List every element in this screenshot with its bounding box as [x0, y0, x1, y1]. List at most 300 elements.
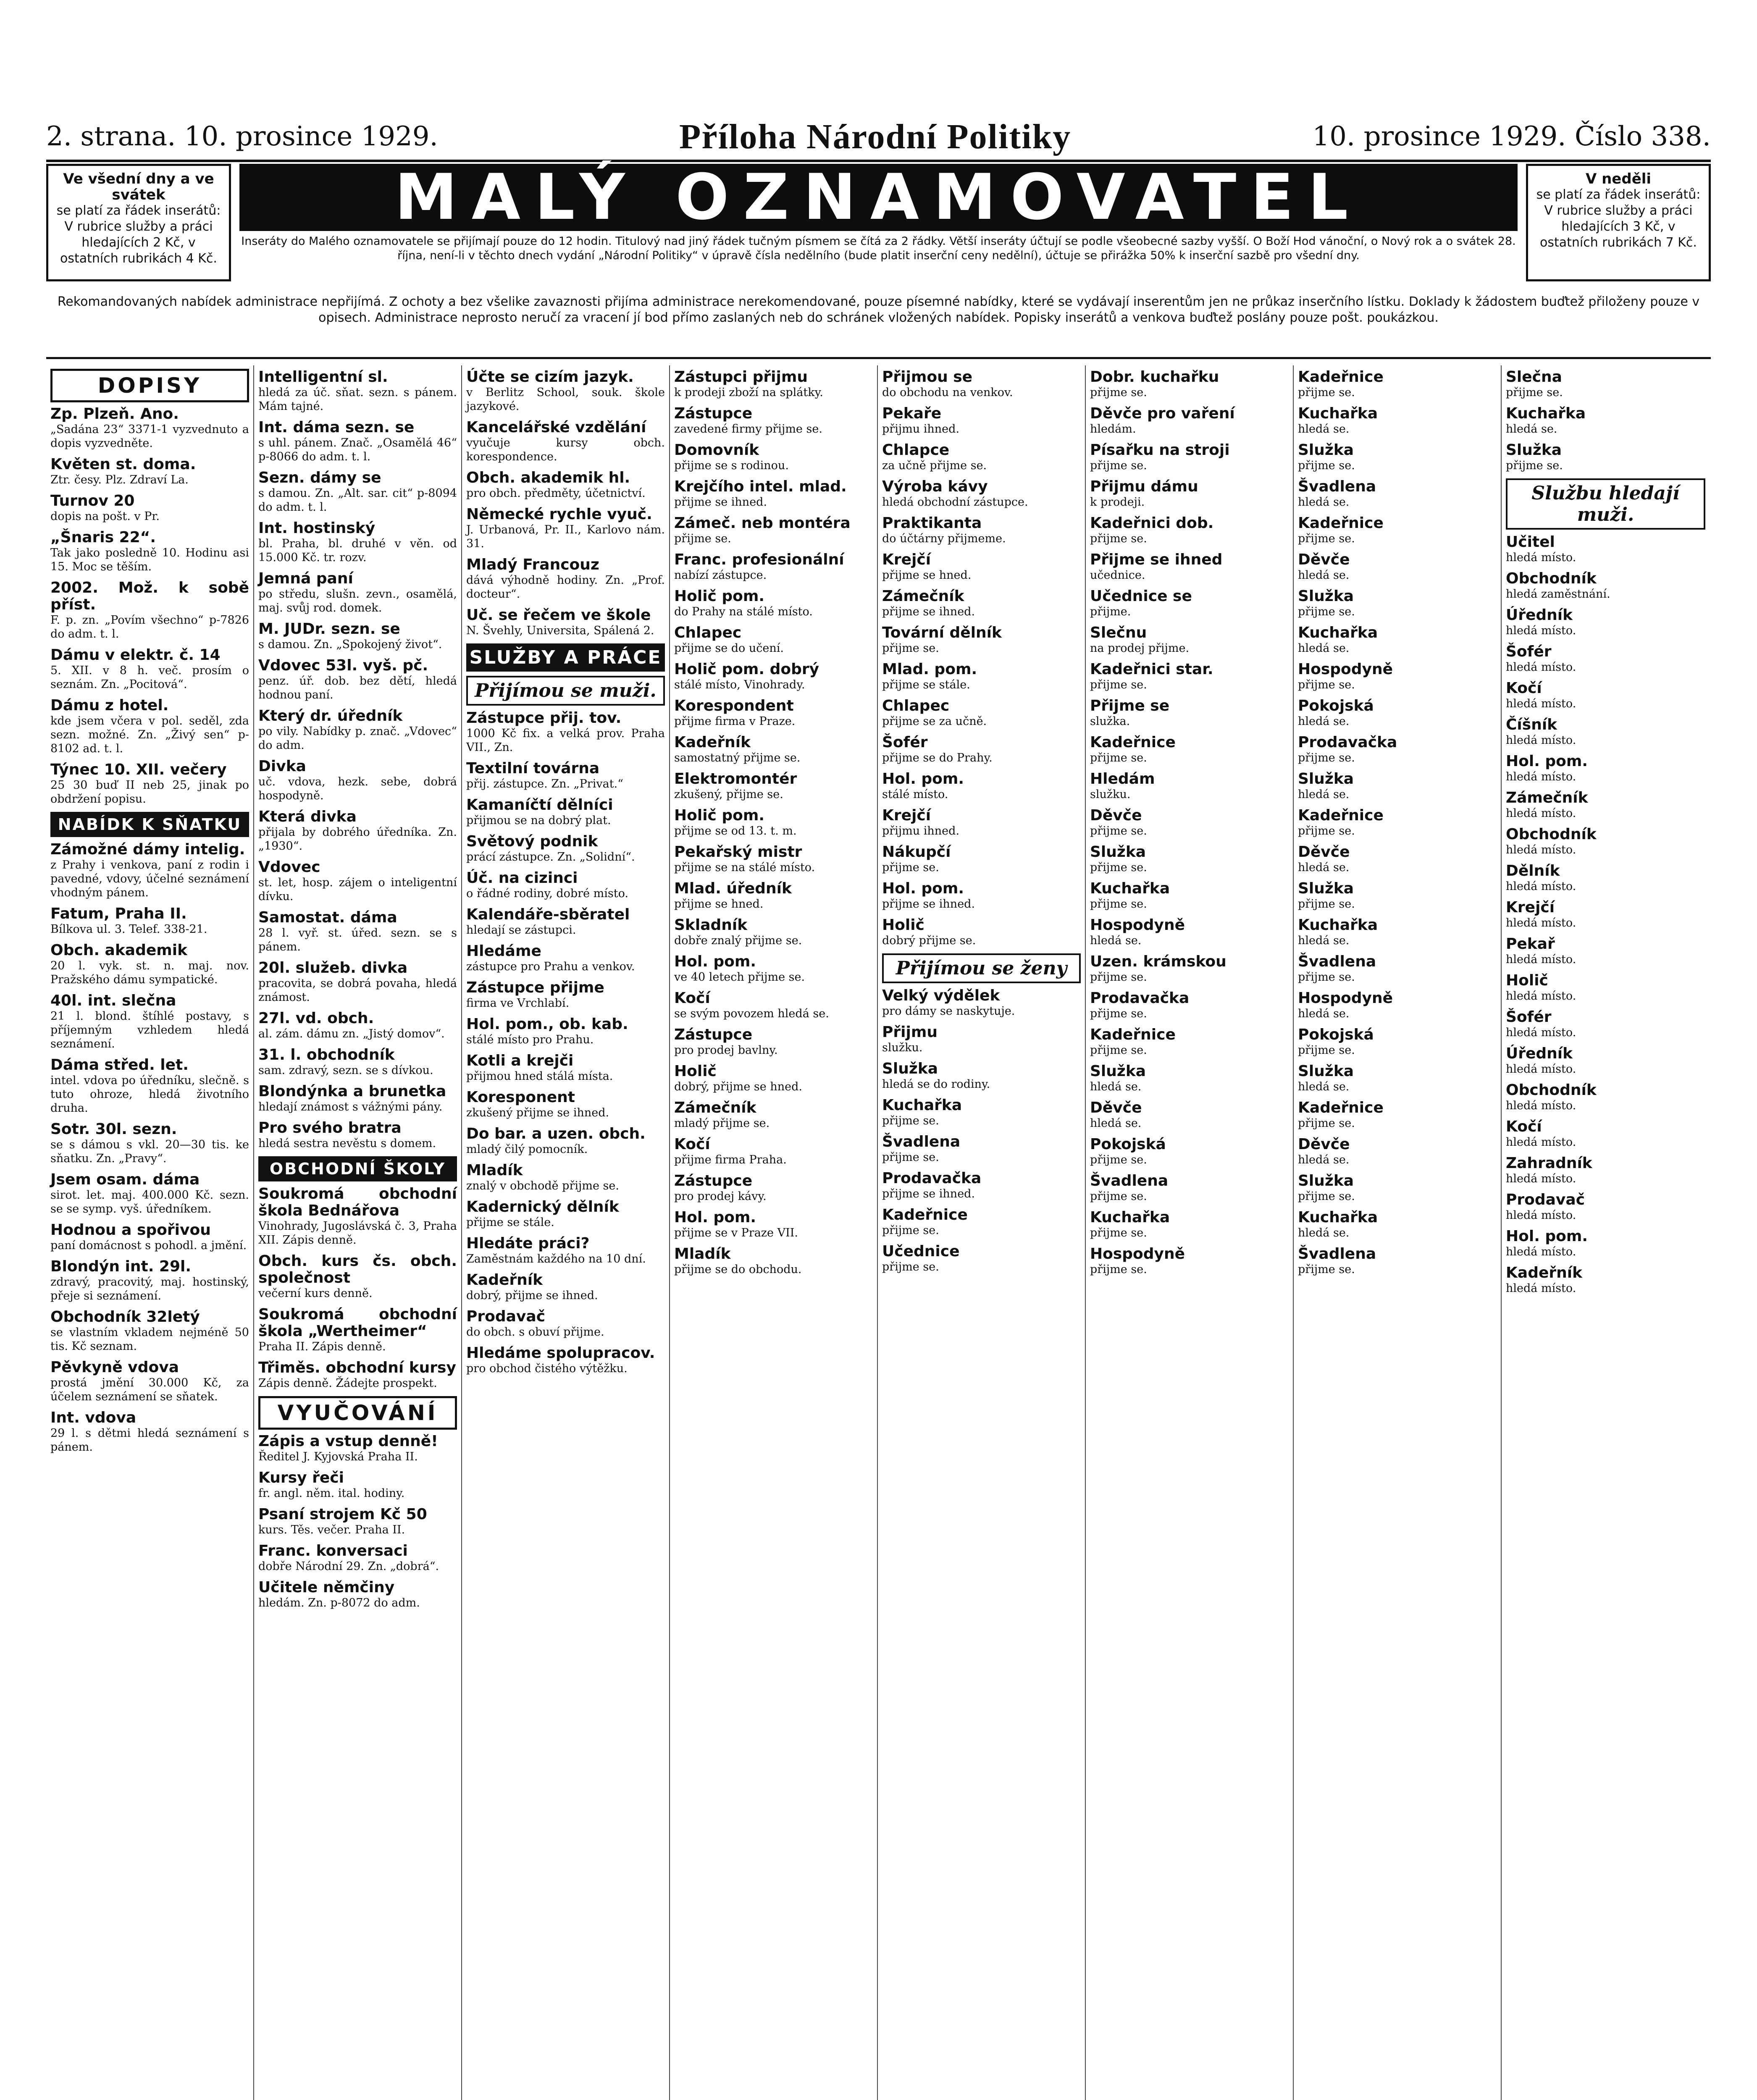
- ad-headline: Sotr. 30l. sezn.: [50, 1121, 177, 1138]
- ad-body: služku.: [1090, 788, 1131, 801]
- ad-headline: Blondýn int. 29l.: [50, 1258, 192, 1275]
- classified-ad: [258, 1543, 457, 1573]
- ad-body: se vlastním vkladem nejméně 50 tis. Kč seznam.: [50, 1326, 249, 1353]
- classified-ad: [882, 369, 1081, 399]
- classified-ad: [258, 909, 457, 954]
- ad-headline: Služka: [882, 1060, 938, 1077]
- classified-ad: [1298, 698, 1497, 728]
- classified-ad: [466, 470, 665, 500]
- ad-headline: Chlapce: [882, 441, 950, 459]
- newspaper-page: [46, 113, 1711, 2100]
- classified-ad: [882, 1243, 1081, 1274]
- classified-ad: [1298, 917, 1497, 948]
- ad-body: hledá se.: [1298, 861, 1350, 874]
- ad-column: [462, 365, 670, 2100]
- ad-body: s uhl. pánem. Znač. „Osamělá 46“ p-8066 do adm. t. l.: [258, 436, 457, 463]
- classified-ad: [1298, 515, 1497, 546]
- ad-body: hledá se.: [1298, 1153, 1350, 1166]
- ad-headline: Kuchařka: [882, 1097, 962, 1114]
- ad-body: hledá místo.: [1506, 990, 1576, 1003]
- classified-ad: [466, 1308, 665, 1339]
- ad-column: [1086, 365, 1294, 2100]
- ad-body: paní domácnost s pohodl. a jmění.: [50, 1239, 247, 1252]
- classified-ad: [1506, 1118, 1705, 1149]
- header-right: 10. prosince 1929. Číslo 338.: [1312, 121, 1711, 152]
- ad-headline: M. JUDr. sezn. se: [258, 620, 400, 638]
- ad-body: hledá se.: [1298, 642, 1350, 655]
- ad-body: F. p. zn. „Povím všechno“ p-7826 do adm. t. l.: [50, 614, 249, 640]
- ad-headline: Dobr. kuchařku: [1090, 368, 1219, 386]
- ad-headline: Služka: [1506, 441, 1562, 459]
- ad-body: do obch. s obuví přijme.: [466, 1326, 604, 1339]
- classified-ad: [1506, 1192, 1705, 1222]
- ad-body: hledá místo.: [1506, 734, 1576, 747]
- ad-body: zástupce pro Prahu a venkov.: [466, 960, 635, 973]
- classified-ad: [258, 960, 457, 1004]
- ad-body: přijmu ihned.: [882, 423, 960, 436]
- ad-body: hledá se.: [1090, 1117, 1142, 1130]
- ad-headline: Dámu v elektr. č. 14: [50, 646, 221, 664]
- ad-headline: Kuchařka: [1298, 916, 1378, 934]
- ad-headline: Int. vdova: [50, 1409, 137, 1426]
- ad-body: hledá místo.: [1506, 1172, 1576, 1185]
- ad-headline: Přijme se ihned: [1090, 551, 1223, 568]
- administration-note: Rekomandovaných nabídek administrace nepřijímá. Z ochoty a bez všelike zavaznosti přijíma administrace nerekomendované, pouze písemné nabídky, které se vydávají inserentům jen ne průkaz inserčního lístku. Doklady k žádostem buďtež přiloženy pouze v opisech. Administrace neprosto neručí za vracení jí bod přímo zaslaných neb do schránek vložených nabídek. Popisky inserátů a venkova buďtež poslány pouze pošt. poukázkou.: [46, 294, 1711, 359]
- ad-headline: Přijmu dámu: [1090, 478, 1198, 495]
- ad-body: mladý čilý pomocník.: [466, 1143, 588, 1156]
- ad-body: k prodeji.: [1090, 496, 1145, 509]
- ad-headline: Turnov 20: [50, 492, 135, 509]
- classified-ad: [1506, 607, 1705, 638]
- classified-ad: [1298, 1209, 1497, 1240]
- ad-headline: Zástupce přijme: [466, 979, 604, 996]
- ad-body: přijme se do učení.: [674, 642, 784, 655]
- classified-ad: [1298, 369, 1497, 399]
- classified-ad: [882, 661, 1081, 692]
- ad-body: s damou. Zn. „Spokojený život“.: [258, 638, 442, 651]
- ad-body: přijme se ihned.: [882, 898, 975, 911]
- ad-headline: Týnec 10. XII. večery: [50, 761, 227, 778]
- classified-ad: [466, 1016, 665, 1047]
- ad-body: dobře znalý přijme se.: [674, 934, 802, 947]
- section-heading-prijimou: Přijímou se muži.: [466, 676, 665, 706]
- ad-headline: Úč. na cizinci: [466, 869, 578, 887]
- ad-headline: Koresponent: [466, 1089, 575, 1106]
- banner-center: [239, 161, 1518, 290]
- ad-body: hledá se.: [1298, 1226, 1350, 1239]
- ad-headline: Vdovec 53l. vyš. pč.: [258, 657, 428, 674]
- ad-body: stálé místo.: [882, 788, 948, 801]
- ad-body: k prodeji zboží na splátky.: [674, 386, 823, 399]
- ad-body: večerní kurs denně.: [258, 1287, 373, 1300]
- ad-body: pro prodej bavlny.: [674, 1044, 778, 1057]
- ad-headline: Holič pom. dobrý: [674, 661, 819, 678]
- classified-ad: [674, 880, 873, 911]
- classified-ad: [466, 760, 665, 791]
- ad-headline: Obchodník: [1506, 570, 1597, 587]
- weekday-rate-body: se platí za řádek inserátů: V rubrice služby a práci hledajících 2 Kč, v ostatních rubrikách 4 Kč.: [56, 203, 221, 266]
- ad-headline: 20l. služeb. divka: [258, 959, 408, 976]
- classified-ad: [258, 1506, 457, 1537]
- classified-ad: [50, 406, 249, 450]
- classified-ad: [674, 917, 873, 948]
- ad-headline: Švadlena: [1298, 953, 1376, 970]
- ad-body: přijme se.: [1090, 861, 1147, 874]
- classified-ad: [466, 556, 665, 601]
- ad-headline: Mlad. úředník: [674, 880, 792, 897]
- ad-body: hledá se.: [1298, 569, 1350, 582]
- ad-body: přijmou hned stálá místa.: [466, 1070, 613, 1083]
- ad-headline: Holič pom.: [674, 588, 765, 605]
- ad-headline: Zástupce: [674, 1026, 753, 1043]
- ad-headline: Krejčí: [882, 551, 931, 568]
- ad-body: hledá se.: [1298, 715, 1350, 728]
- classified-ad: [1506, 570, 1705, 601]
- ad-body: přijme se.: [1298, 1044, 1355, 1057]
- classified-ad: [674, 1173, 873, 1203]
- ad-body: 28 l. vyř. st. úřed. sezn. se s pánem.: [258, 927, 457, 953]
- ad-body: přij. zástupce. Zn. „Privat.“: [466, 777, 623, 790]
- ad-body: hledá se.: [1506, 423, 1557, 436]
- ad-headline: Hol. pom.: [1506, 1228, 1588, 1245]
- ad-headline: Přijmu: [882, 1024, 938, 1041]
- ad-body: hledá sestra nevěstu s domem.: [258, 1137, 436, 1150]
- ad-body: 1000 Kč fix. a velká prov. Praha VII., Zn.: [466, 727, 665, 754]
- ad-headline: Kadeřnice: [882, 1206, 968, 1223]
- classified-ad: [1090, 625, 1289, 655]
- ad-headline: Zámožné dámy intelig.: [50, 841, 245, 858]
- ad-headline: 27l. vd. obch.: [258, 1010, 374, 1027]
- classified-ad: [466, 1199, 665, 1229]
- ad-headline: Služka: [1298, 880, 1354, 897]
- classified-ad: [1506, 1155, 1705, 1186]
- ad-body: zkušený přijme se ihned.: [466, 1106, 609, 1119]
- ad-headline: Zástupce přij. tov.: [466, 709, 622, 727]
- ad-body: pro dámy se naskytuje.: [882, 1005, 1015, 1018]
- classified-ad: [882, 588, 1081, 619]
- classified-ad: [674, 1136, 873, 1167]
- ad-headline: Kadeřnici dob.: [1090, 514, 1214, 532]
- ad-body: hledá se.: [1298, 1007, 1350, 1020]
- ad-body: hledá místo.: [1506, 953, 1576, 966]
- ad-headline: Hospodyně: [1090, 1245, 1185, 1263]
- ad-body: s damou. Zn. „Alt. sar. cit“ p-8094 do adm. t. l.: [258, 487, 457, 514]
- classified-ad: [882, 1060, 1081, 1091]
- ad-body: přijme se.: [1506, 386, 1563, 399]
- ad-headline: Textilní továrna: [466, 760, 600, 777]
- ad-body: do obchodu na venkov.: [882, 386, 1013, 399]
- classified-ad: [882, 442, 1081, 472]
- classified-ad: [882, 734, 1081, 765]
- classified-ad: [1298, 442, 1497, 472]
- classified-ad: [1506, 899, 1705, 930]
- classified-ad: [1298, 953, 1497, 984]
- ad-body: přijme se.: [882, 1224, 939, 1237]
- classified-ad: [466, 607, 665, 638]
- ad-headline: Franc. konversaci: [258, 1542, 408, 1559]
- ad-body: přijme.: [1090, 605, 1131, 618]
- ad-body: se s dámou s vkl. 20—30 tis. ke sňatku. Zn. „Pravy“.: [50, 1138, 249, 1165]
- section-heading-vyucovani: VYUČOVÁNÍ: [258, 1396, 457, 1430]
- classified-ad: [1298, 625, 1497, 655]
- ad-body: al. zám. dámu zn. „Jistý domov“.: [258, 1027, 445, 1040]
- classified-ad: [674, 515, 873, 546]
- classified-ad: [674, 478, 873, 509]
- ad-headline: Obch. akademik hl.: [466, 469, 630, 486]
- classified-ad: [258, 520, 457, 564]
- ad-body: přijme se.: [882, 642, 939, 655]
- ad-body: hledá místo.: [1506, 1099, 1576, 1112]
- ad-headline: Přijmou se: [882, 368, 973, 386]
- classified-ad: [1506, 1265, 1705, 1295]
- ad-body: hledám. Zn. p-8072 do adm.: [258, 1596, 420, 1609]
- ad-headline: Mlad. pom.: [882, 661, 977, 678]
- ad-body: bl. Praha, bl. druhé v věn. od 15.000 Kč. tr. rozv.: [258, 537, 457, 564]
- ad-body: Vinohrady, Jugoslávská č. 3, Praha XII. Zápis denně.: [258, 1220, 457, 1247]
- ad-body: zdravý, pracovitý, maj. hostinský, přeje si seznámení.: [50, 1276, 249, 1302]
- ad-body: hledá místo.: [1506, 916, 1576, 929]
- section-heading-zeny: Přijímou se ženy: [882, 953, 1081, 983]
- classified-ad: [258, 859, 457, 903]
- ad-body: zavedené firmy přijme se.: [674, 423, 822, 436]
- ad-body: učednice.: [1090, 569, 1145, 582]
- ad-body: přijme se.: [882, 1114, 939, 1127]
- classified-ad: [258, 621, 457, 651]
- classified-ad: [1298, 405, 1497, 436]
- classified-ad: [50, 942, 249, 987]
- classified-ad: [1090, 990, 1289, 1021]
- ad-body: hledá místo.: [1506, 1136, 1576, 1149]
- ad-headline: Prodavačka: [1298, 734, 1397, 751]
- ad-body: dobrý, přijme se ihned.: [466, 1289, 598, 1302]
- ad-headline: Který dr. úředník: [258, 707, 403, 724]
- ad-headline: Světový podnik: [466, 833, 598, 850]
- classified-ad: [466, 419, 665, 464]
- ad-headline: Zástupce: [674, 405, 753, 422]
- ad-headline: Vdovec: [258, 858, 320, 876]
- ad-body: dopis na pošt. v Pr.: [50, 510, 160, 523]
- ad-headline: Učednice: [882, 1243, 960, 1260]
- classified-ad: [1090, 1209, 1289, 1240]
- ad-headline: Pekař: [1506, 935, 1555, 953]
- classified-ad: [882, 987, 1081, 1018]
- weekday-rate-head: Ve všední dny a ve svátek: [63, 171, 214, 203]
- classified-ad: [1298, 771, 1497, 801]
- ad-headline: Tovární dělník: [882, 624, 1002, 641]
- classified-ad: [50, 1309, 249, 1353]
- ad-body: přijme se.: [1298, 678, 1355, 691]
- header-title: Příloha Národní Politiky: [679, 117, 1072, 156]
- classified-ad: [1298, 1026, 1497, 1057]
- ad-headline: Číšník: [1506, 716, 1557, 733]
- ad-headline: Děvče: [1298, 843, 1350, 861]
- classified-ad: [50, 580, 249, 641]
- classified-ad: [258, 1083, 457, 1114]
- ad-body: uč. vdova, hezk. sebe, dobrá hospodyně.: [258, 775, 457, 802]
- ad-headline: Pekaře: [882, 405, 942, 422]
- ad-body: přijme se stále.: [466, 1216, 554, 1229]
- classified-ad: [1506, 826, 1705, 857]
- classified-ad: [1506, 534, 1705, 564]
- classified-ad: [882, 917, 1081, 948]
- ad-headline: Učednice se: [1090, 588, 1192, 605]
- classified-ad: [466, 1089, 665, 1120]
- section-heading-hledaji: Službu hledají muži.: [1506, 478, 1705, 530]
- ad-body: hledá se.: [1298, 788, 1350, 801]
- section-heading-nabidky: NABÍDK K SŇATKU: [50, 812, 249, 837]
- ad-headline: Služka: [1298, 1063, 1354, 1080]
- classified-ad: [882, 478, 1081, 509]
- ad-body: přijme se hned.: [674, 898, 764, 911]
- ad-headline: Holič: [674, 1063, 717, 1080]
- ad-headline: Dělník: [1506, 862, 1560, 879]
- classified-ad: [1090, 442, 1289, 472]
- classified-ad: [882, 625, 1081, 655]
- ad-body: přijme se.: [1090, 1190, 1147, 1203]
- ad-headline: Kuchařka: [1298, 624, 1378, 641]
- ad-headline: Praktikanta: [882, 514, 982, 532]
- ad-body: přijme se.: [1090, 459, 1147, 472]
- classified-ad: [466, 870, 665, 900]
- ad-headline: „Šnaris 22“.: [50, 529, 156, 546]
- ad-body: kurs. Těs. večer. Praha II.: [258, 1523, 405, 1536]
- classified-ad: [50, 697, 249, 756]
- classified-ad: [1506, 1009, 1705, 1040]
- classified-ad: [258, 369, 457, 413]
- ad-body: hledá místo.: [1506, 1026, 1576, 1039]
- ad-headline: Kočí: [1506, 680, 1542, 697]
- ad-body: hledá místo.: [1506, 807, 1576, 820]
- section-heading-dopisy: DOPISY: [50, 369, 249, 402]
- ad-headline: Písařku na stroji: [1090, 441, 1230, 459]
- page-header: [46, 113, 1711, 162]
- ad-headline: Prodavačka: [1090, 990, 1190, 1007]
- ad-body: přijme firma v Praze.: [674, 715, 796, 728]
- classified-ad: [466, 1126, 665, 1156]
- classified-ad: [258, 758, 457, 803]
- ad-column: [46, 365, 254, 2100]
- ad-body: „Sadána 23“ 3371-1 vyzvednuto a dopis vyzvedněte.: [50, 423, 249, 450]
- ad-body: 5. XII. v 8 h. več. prosím o seznám. Zn. „Pocitová“.: [50, 664, 249, 691]
- ad-body: na prodej přijme.: [1090, 642, 1190, 655]
- ad-body: hledají známost s vážnými pány.: [258, 1100, 443, 1113]
- ad-body: J. Urbanová, Pr. II., Karlovo nám. 31.: [466, 523, 665, 550]
- classified-ad: [50, 1171, 249, 1216]
- ad-headline: Obch. kurs čs. obch. společnost: [258, 1252, 457, 1286]
- classified-ad: [258, 470, 457, 514]
- ad-headline: Zámečník: [1506, 789, 1588, 806]
- ad-headline: Kalendáře-sběratel: [466, 906, 630, 923]
- ad-column: [1294, 365, 1502, 2100]
- classified-ad: [674, 771, 873, 801]
- classified-ad: [674, 698, 873, 728]
- classifieds-banner: [46, 161, 1711, 290]
- ad-columns: [46, 365, 1711, 2100]
- ad-body: přijme se.: [1090, 898, 1147, 911]
- ad-headline: Soukromá obchodní škola „Wertheimer“: [258, 1306, 457, 1340]
- ad-headline: Květen st. doma.: [50, 456, 196, 473]
- ad-headline: Děvče: [1090, 807, 1142, 824]
- ad-headline: Uzen. krámskou: [1090, 953, 1226, 970]
- ad-headline: Švadlena: [1090, 1172, 1169, 1189]
- ad-headline: Kamaníčtí dělníci: [466, 796, 613, 814]
- ad-body: hledá místo.: [1506, 843, 1576, 856]
- ad-headline: Skladník: [674, 916, 748, 934]
- ad-body: přijme se.: [1298, 605, 1355, 618]
- ad-headline: Švadlena: [1298, 1245, 1376, 1263]
- ad-headline: Děvče: [1298, 551, 1350, 568]
- ad-headline: Zp. Plzeň. Ano.: [50, 405, 179, 423]
- ad-body: hledá se.: [1090, 1080, 1142, 1093]
- ad-headline: Psaní strojem Kč 50: [258, 1506, 427, 1523]
- classified-ad: [1506, 369, 1705, 399]
- ad-headline: 40l. int. slečna: [50, 992, 176, 1009]
- ad-body: pro obchod čistého výtěžku.: [466, 1362, 628, 1375]
- classified-ad: [674, 1026, 873, 1057]
- ad-body: hledá místo.: [1506, 697, 1576, 710]
- classified-ad: [466, 710, 665, 754]
- banner-subtitle: Inseráty do Malého oznamovatele se přijímají pouze do 12 hodin. Titulový nad jiný řádek tučným písmem se čítá za 2 řádky. Větší inseráty účtují se podle všeobecné sazby vyšší. O Boží Hod vánoční, o Nový rok a o svátek 28. října, není-li v těchto dnech vydání „Národní Politiky“ v úpravě čísla nedělního (bude platit inserční ceny nedělní), účtuje se přirážka 50% k inserční sazbě pro všední dny.: [241, 235, 1516, 262]
- ad-body: hledá místo.: [1506, 1282, 1576, 1295]
- ad-headline: Kočí: [674, 1136, 710, 1153]
- ad-body: hledá zaměstnání.: [1506, 588, 1610, 601]
- classified-ad: [1506, 405, 1705, 436]
- classified-ad: [1506, 643, 1705, 674]
- ad-body: hledá se.: [1298, 423, 1350, 436]
- ad-headline: Hol. pom.: [674, 953, 756, 970]
- ad-body: se svým povozem hledá se.: [674, 1007, 829, 1020]
- classified-ad: [674, 953, 873, 984]
- ad-body: do účtárny přijmeme.: [882, 532, 1006, 545]
- ad-headline: Dámu z hotel.: [50, 697, 169, 714]
- ad-headline: Int. hostinský: [258, 520, 376, 537]
- ad-headline: Hledáte práci?: [466, 1235, 590, 1252]
- ad-headline: Kuchařka: [1090, 1209, 1170, 1226]
- ad-body: znalý v obchodě přijme se.: [466, 1179, 619, 1192]
- ad-headline: Obch. akademik: [50, 942, 188, 959]
- classified-ad: [50, 1258, 249, 1303]
- ad-headline: Velký výdělek: [882, 987, 1000, 1004]
- ad-headline: Soukromá obchodní škola Bednářova: [258, 1185, 457, 1219]
- ad-headline: Holič: [882, 916, 924, 934]
- ad-body: Praha II. Zápis denně.: [258, 1340, 386, 1353]
- classified-ad: [258, 1433, 457, 1464]
- ad-body: Bílkova ul. 3. Telef. 338-21.: [50, 923, 207, 936]
- ad-headline: Slečnu: [1090, 624, 1147, 641]
- ad-headline: Hospodyně: [1298, 990, 1393, 1007]
- ad-body: přijala by dobrého úředníka. Zn. „1930“.: [258, 826, 457, 853]
- ad-headline: Kadeřnice: [1090, 734, 1176, 751]
- classified-ad: [466, 369, 665, 413]
- ad-body: samostatný přijme se.: [674, 751, 801, 764]
- classified-ad: [882, 698, 1081, 728]
- sunday-rate-body: se platí za řádek inserátů: V rubrice služby a práci hledajících 3 Kč, v ostatních rubrikách 7 Kč.: [1536, 187, 1701, 250]
- ad-headline: Služka: [1298, 1172, 1354, 1189]
- ad-body: přijme se.: [1298, 386, 1355, 399]
- classified-ad: [1506, 717, 1705, 747]
- classified-ad: [882, 844, 1081, 874]
- ad-body: Ředitel J. Kyjovská Praha II.: [258, 1450, 418, 1463]
- classified-ad: [1090, 478, 1289, 509]
- ad-headline: Zápis a vstup denně!: [258, 1433, 438, 1450]
- classified-ad: [1090, 515, 1289, 546]
- ad-body: hledá místo.: [1506, 1245, 1576, 1258]
- ad-body: z Prahy i venkova, paní z rodin i pavedné, vdovy, účelné seznámení vhodným pánem.: [50, 858, 249, 899]
- classified-ad: [674, 807, 873, 838]
- classified-ad: [1298, 880, 1497, 911]
- ad-headline: Mladík: [674, 1245, 731, 1263]
- classified-ad: [882, 807, 1081, 838]
